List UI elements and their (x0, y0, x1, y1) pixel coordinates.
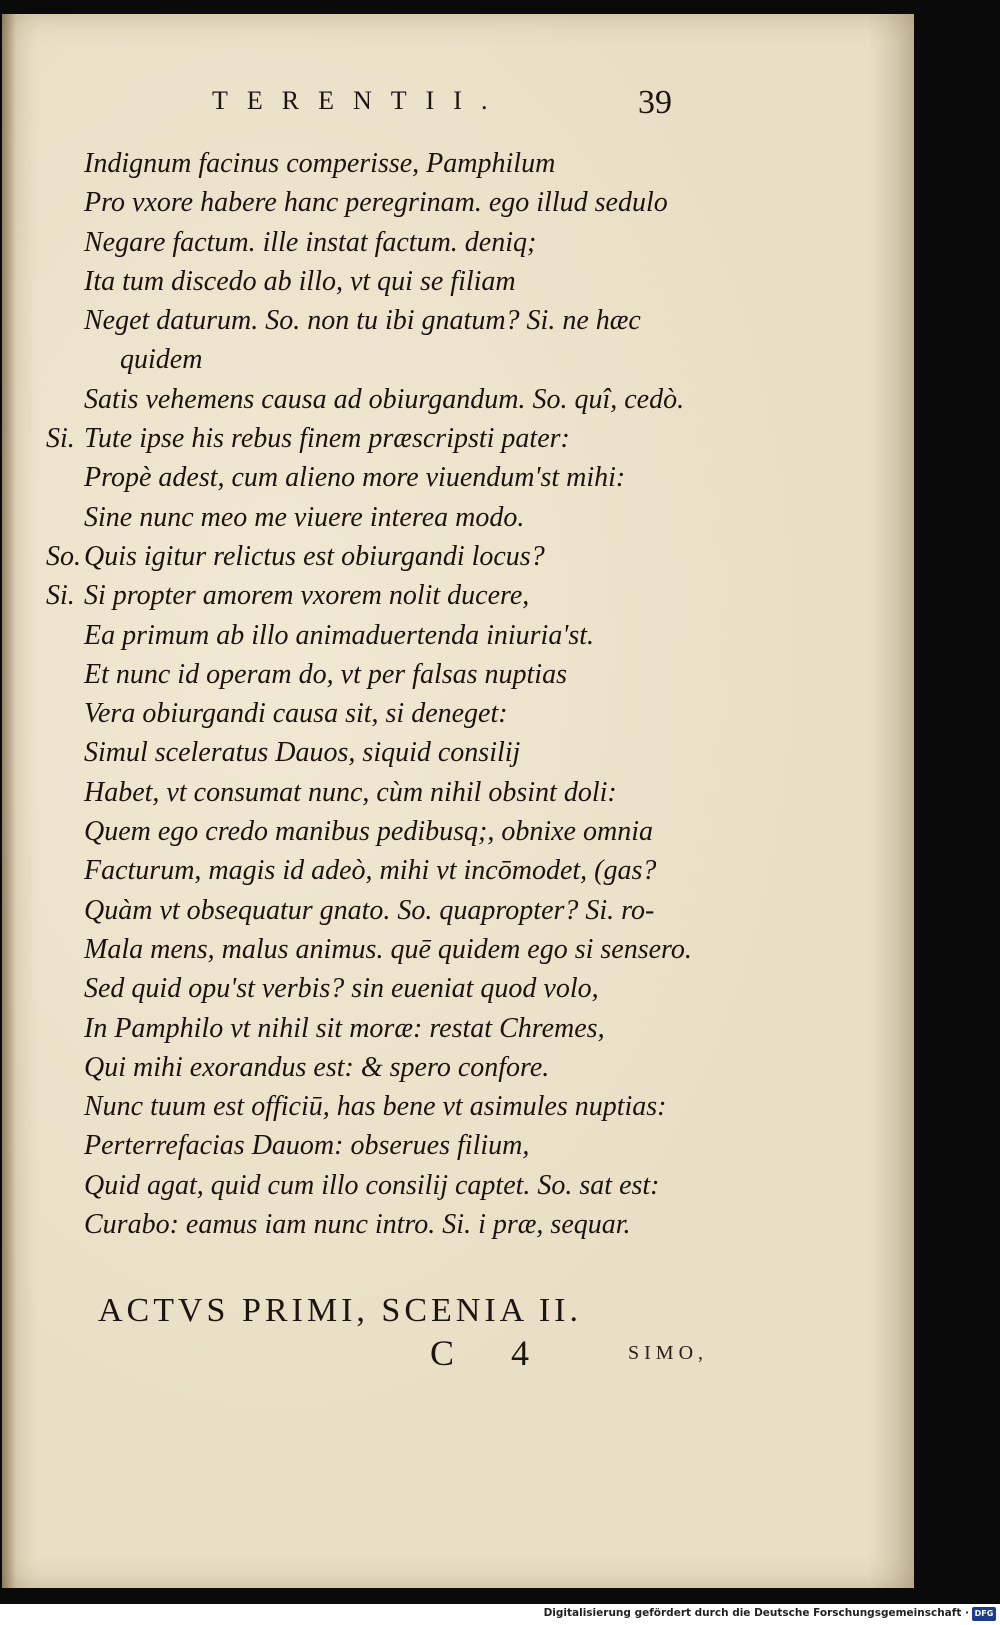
verse-line (2, 301, 914, 340)
verse-line (2, 340, 914, 379)
verse-text-line: Neget daturum. So. non tu ibi gnatum? Si. ne hæc (84, 305, 641, 337)
running-head: TERENTII. (212, 86, 507, 115)
book-page (2, 14, 914, 1588)
verse-line (2, 144, 914, 183)
verse-text-line: Sed quid opu'st verbis? sin eueniat quod volo, (84, 973, 599, 1005)
verse-text-line: Quàm vt obsequatur gnato. So. quapropter? Si. ro- (84, 894, 655, 926)
verse-text-line: Pro vxore habere hanc peregrinam. ego illud sedulo (84, 187, 668, 219)
verse-text-line: Mala mens, malus animus. quē quidem ego si sensero. (84, 933, 692, 965)
speaker-label: Si. (46, 580, 75, 612)
verse-line (2, 1205, 914, 1244)
verse-text-line: Habet, vt consumat nunc, cùm nihil obsint doli: (84, 776, 617, 808)
page-number: 39 (638, 84, 672, 121)
verse-text-line: Quem ego credo manibus pedibusq;, obnixe omnia (84, 816, 653, 848)
verse-line (2, 969, 914, 1008)
verse-line (2, 812, 914, 851)
verse-text-line: quidem (120, 344, 203, 376)
catchword: SIMO, (628, 1342, 709, 1364)
verse-line (2, 694, 914, 733)
verse-text-line: Qui mihi exorandus est: & spero confore. (84, 1051, 550, 1083)
verse-text-line: Indignum facinus comperisse, Pamphilum (84, 148, 556, 179)
verse-line (2, 655, 914, 694)
verse-line (2, 458, 914, 497)
verse-text-line: Tute ipse his rebus finem præscripsti pater: (84, 423, 570, 455)
verse-text-line: Perterrefacias Dauom: obserues filium, (84, 1130, 530, 1162)
verse-line (2, 1126, 914, 1165)
verse-text-line: Sine nunc meo me viuere interea modo. (84, 501, 525, 533)
verse-line (2, 1009, 914, 1048)
signature-mark: C 4 (430, 1333, 554, 1373)
verse-text-line: In Pamphilo vt nihil sit moræ: restat Chremes, (84, 1012, 605, 1044)
verse-line (2, 537, 914, 576)
verse-line (2, 1087, 914, 1126)
verse-text-line: Quis igitur relictus est obiurgandi locus? (84, 540, 545, 572)
dfg-logo: DFG (972, 1607, 996, 1621)
verse-line (2, 223, 914, 262)
verse-line (2, 1166, 914, 1205)
verse-text-line: Nunc tuum est officiū, has bene vt asimules nuptias: (84, 1091, 667, 1123)
verse-text-line: Propè adest, cum alieno more viuendum'st mihi: (84, 462, 626, 494)
verse-text-line: Simul sceleratus Dauos, siquid consilij (84, 737, 521, 769)
verse-text-line: Et nunc id operam do, vt per falsas nuptias (84, 658, 567, 690)
verse-text-line: Satis vehemens causa ad obiurgandum. So. quî, cedò. (84, 383, 685, 415)
speaker-label: Si. (46, 423, 75, 455)
verse-text-line: Vera obiurgandi causa sit, si deneget: (84, 698, 508, 730)
verse-text-line: Ea primum ab illo animaduertenda iniuria'st. (84, 619, 594, 651)
verse-text (2, 144, 914, 1244)
verse-line (2, 773, 914, 812)
verse-line (2, 851, 914, 890)
verse-line (2, 380, 914, 419)
verse-line (2, 930, 914, 969)
speaker-label: So. (46, 540, 81, 572)
verse-line (2, 1048, 914, 1087)
verse-line (2, 733, 914, 772)
verse-line (2, 891, 914, 930)
verse-line (2, 576, 914, 615)
digitization-footer (0, 1604, 1000, 1625)
verse-line (2, 419, 914, 458)
verse-line (2, 616, 914, 655)
verse-line (2, 262, 914, 301)
verse-text-line: Si propter amorem vxorem nolit ducere, (84, 580, 530, 612)
verse-line (2, 498, 914, 537)
verse-text-line: Facturum, magis id adeò, mihi vt incōmodet, (gas? (84, 855, 657, 887)
scene-heading: ACTVS PRIMI, SCENIA II. (98, 1292, 582, 1329)
verse-line (2, 183, 914, 222)
verse-text-line: Curabo: eamus iam nunc intro. Si. i præ, sequar. (84, 1209, 631, 1241)
verse-text-line: Quid agat, quid cum illo consilij captet. So. sat est: (84, 1169, 660, 1201)
funding-credit: Digitalisierung gefördert durch die Deutsche Forschungsgemeinschaft · (543, 1607, 969, 1619)
verse-text-line: Ita tum discedo ab illo, vt qui se filiam (84, 265, 516, 297)
verse-text-line: Negare factum. ille instat factum. deniq; (84, 226, 537, 258)
